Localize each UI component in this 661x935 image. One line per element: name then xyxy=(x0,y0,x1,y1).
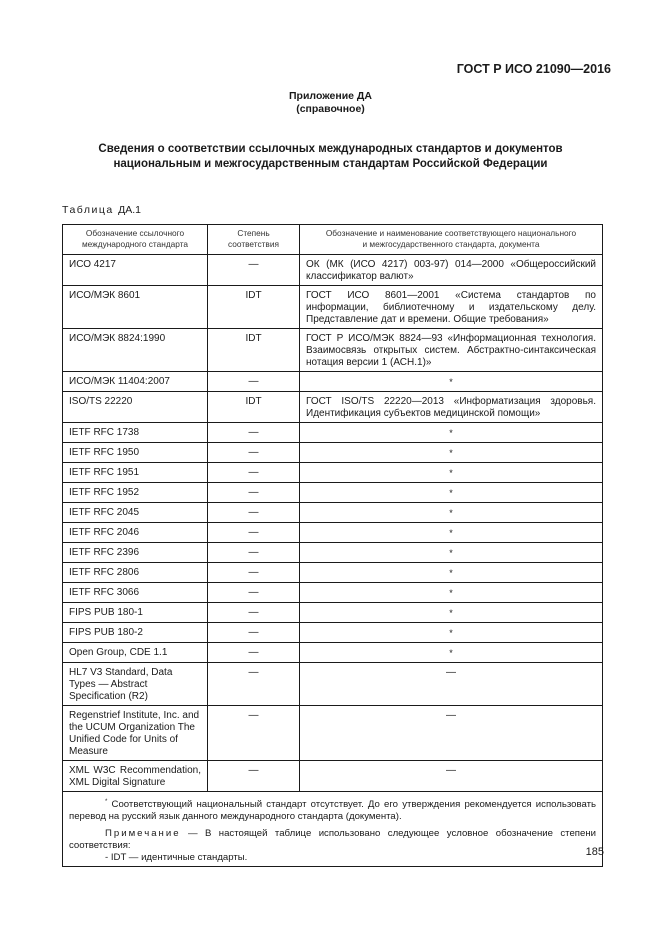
cell-reference: ИСО/МЭК 8824:1990 xyxy=(63,329,208,372)
cell-degree: — xyxy=(208,706,300,761)
cell-degree: — xyxy=(208,563,300,583)
appendix-heading xyxy=(0,90,661,116)
table-row xyxy=(63,583,603,603)
cell-national: * xyxy=(300,563,603,583)
cell-degree: — xyxy=(208,583,300,603)
table-row xyxy=(63,255,603,286)
header-line: и межгосударственного стандарта, документа xyxy=(362,239,540,249)
cell-degree: — xyxy=(208,255,300,286)
cell-national: * xyxy=(300,523,603,543)
cell-national: * xyxy=(300,583,603,603)
header-line: международного стандарта xyxy=(81,239,189,249)
cell-reference: HL7 V3 Standard, Data Types — Abstract Specification (R2) xyxy=(63,663,208,706)
cell-degree: — xyxy=(208,643,300,663)
cell-national: * xyxy=(300,443,603,463)
table-row xyxy=(63,623,603,643)
document-code: ГОСТ Р ИСО 21090—2016 xyxy=(456,62,611,76)
cell-reference: IETF RFC 2806 xyxy=(63,563,208,583)
cell-degree: — xyxy=(208,483,300,503)
table-row xyxy=(63,706,603,761)
footnote xyxy=(69,796,596,823)
table-caption-number: ДА.1 xyxy=(118,204,141,216)
header-line: Степень xyxy=(237,228,270,238)
header-line: Обозначение ссылочного xyxy=(85,228,185,238)
cell-national: — xyxy=(300,706,603,761)
cell-reference: IETF RFC 1951 xyxy=(63,463,208,483)
table-row xyxy=(63,463,603,483)
cell-reference: ISO/TS 22220 xyxy=(63,392,208,423)
table-row xyxy=(63,543,603,563)
cell-reference: ИСО 4217 xyxy=(63,255,208,286)
column-header-degree xyxy=(208,225,300,255)
column-header-national xyxy=(300,225,603,255)
header-line: Обозначение и наименование соответствующего национального xyxy=(325,228,577,238)
cell-national: * xyxy=(300,423,603,443)
cell-reference: IETF RFC 2045 xyxy=(63,503,208,523)
table-caption xyxy=(62,204,141,216)
table-row xyxy=(63,643,603,663)
cell-degree: — xyxy=(208,543,300,563)
cell-reference: IETF RFC 1738 xyxy=(63,423,208,443)
note xyxy=(69,828,596,852)
cell-national: * xyxy=(300,372,603,392)
cell-degree: — xyxy=(208,463,300,483)
footnote-text: Соответствующий национальный стандарт отсутствует. До его утверждения рекомендуется использовать перевод на русский язык данного международного стандарта (документа). xyxy=(69,799,596,822)
cell-degree: — xyxy=(208,603,300,623)
table-row xyxy=(63,286,603,329)
cell-reference: Regenstrief Institute, Inc. and the UCUM Organization The Unified Code for Units of Measure xyxy=(63,706,208,761)
cell-degree: — xyxy=(208,523,300,543)
cell-national: ГОСТ Р ИСО/МЭК 8824—93 «Информационная технология. Взаимосвязь открытых систем. Абстрактно-синтаксическая нотация версии 1 (АСН.1)» xyxy=(300,329,603,372)
cell-national: * xyxy=(300,643,603,663)
cell-reference: ИСО/МЭК 8601 xyxy=(63,286,208,329)
cell-national: — xyxy=(300,761,603,792)
appendix-subtitle: (справочное) xyxy=(296,103,365,115)
cell-reference: ИСО/МЭК 11404:2007 xyxy=(63,372,208,392)
column-header-reference xyxy=(63,225,208,255)
appendix-title: Приложение ДА xyxy=(289,90,372,102)
cell-degree: IDT xyxy=(208,392,300,423)
cell-national: * xyxy=(300,503,603,523)
table-row xyxy=(63,523,603,543)
cell-national: ОК (МК (ИСО 4217) 003-97) 014—2000 «Общероссийский классификатор валют» xyxy=(300,255,603,286)
table-row xyxy=(63,603,603,623)
cell-national: ГОСТ ISO/TS 22220—2013 «Информатизация здоровья. Идентификация субъектов медицинской помощи» xyxy=(300,392,603,423)
table-row xyxy=(63,483,603,503)
cell-national: * xyxy=(300,463,603,483)
table-header-row xyxy=(63,225,603,255)
cell-degree: — xyxy=(208,663,300,706)
note-item-idt: - IDT — идентичные стандарты. xyxy=(105,852,248,863)
cell-national: — xyxy=(300,663,603,706)
header-line: соответствия xyxy=(228,239,279,249)
cell-reference: IETF RFC 2046 xyxy=(63,523,208,543)
section-title-line-1: Сведения о соответствии ссылочных международных стандартов и документов xyxy=(98,143,563,155)
cell-degree: — xyxy=(208,503,300,523)
section-title xyxy=(0,142,661,172)
cell-degree: — xyxy=(208,372,300,392)
cell-national: ГОСТ ИСО 8601—2001 «Система стандартов по информации, библиотечному и издательскому делу. Представление дат и времени. Общие требования» xyxy=(300,286,603,329)
cell-national: * xyxy=(300,483,603,503)
table-row xyxy=(63,443,603,463)
table-row xyxy=(63,563,603,583)
cell-reference: Open Group, CDE 1.1 xyxy=(63,643,208,663)
cell-reference: IETF RFC 2396 xyxy=(63,543,208,563)
table-notes-row xyxy=(63,792,603,867)
table-row xyxy=(63,663,603,706)
table-row xyxy=(63,761,603,792)
footnote-mark: * xyxy=(105,799,108,805)
cell-degree: IDT xyxy=(208,329,300,372)
note-label: Примечание xyxy=(105,828,181,839)
cell-reference: FIPS PUB 180-1 xyxy=(63,603,208,623)
table-caption-word: Таблица xyxy=(62,204,114,216)
cell-national: * xyxy=(300,623,603,643)
cell-reference: FIPS PUB 180-2 xyxy=(63,623,208,643)
table-row xyxy=(63,423,603,443)
cell-national: * xyxy=(300,543,603,563)
table-row xyxy=(63,372,603,392)
table-row xyxy=(63,392,603,423)
cell-reference: IETF RFC 1952 xyxy=(63,483,208,503)
cell-degree: — xyxy=(208,443,300,463)
page-number: 185 xyxy=(585,846,604,858)
cell-degree: — xyxy=(208,761,300,792)
cell-degree: — xyxy=(208,623,300,643)
cell-reference: IETF RFC 1950 xyxy=(63,443,208,463)
table-row xyxy=(63,503,603,523)
note-text: — В настоящей таблице использовано следующее условное обозначение степени соответствия: xyxy=(69,828,596,851)
cell-degree: — xyxy=(208,423,300,443)
table-row xyxy=(63,329,603,372)
correspondence-table xyxy=(62,224,603,867)
section-title-line-2: национальным и межгосударственным стандартам Российской Федерации xyxy=(113,158,548,170)
cell-reference: IETF RFC 3066 xyxy=(63,583,208,603)
cell-reference: XML W3C Recommendation, XML Digital Signature xyxy=(63,761,208,792)
cell-national: * xyxy=(300,603,603,623)
table-notes xyxy=(63,792,603,867)
cell-degree: IDT xyxy=(208,286,300,329)
